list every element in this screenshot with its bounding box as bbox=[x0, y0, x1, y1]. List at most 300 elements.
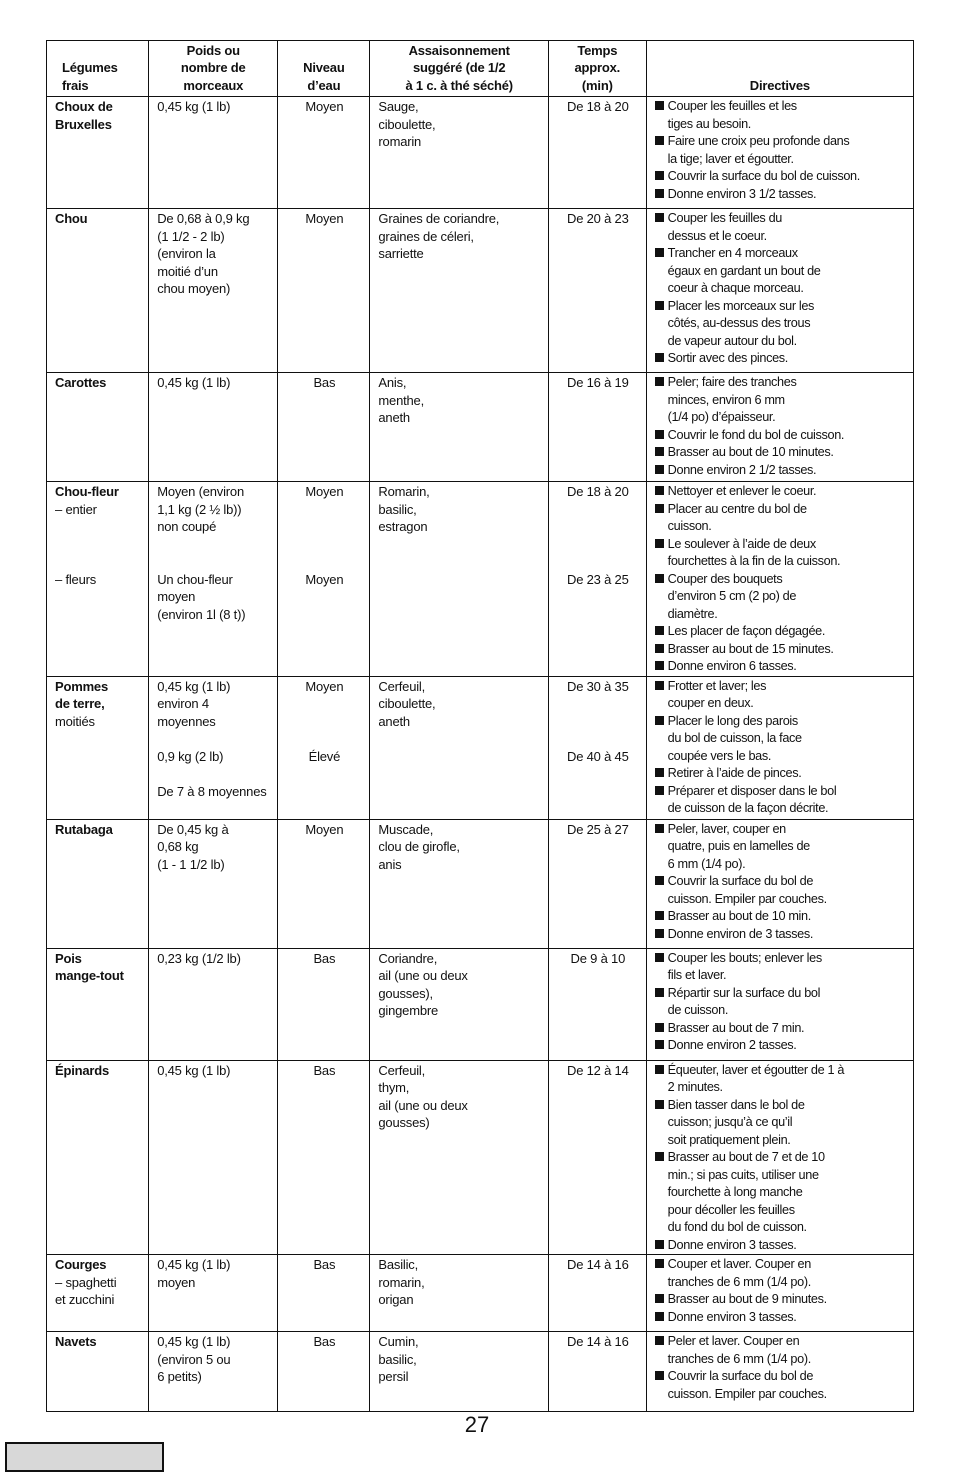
text-line: Moyen bbox=[305, 821, 344, 837]
text-line: – spaghetti bbox=[55, 1274, 117, 1290]
direction-first-line bbox=[655, 765, 906, 783]
bullet-square-icon bbox=[655, 911, 664, 920]
direction-text: cuisson. bbox=[667, 519, 712, 533]
bullet-square-icon bbox=[655, 626, 664, 635]
direction-text: fourchettes à la fin de la cuisson. bbox=[667, 554, 841, 568]
direction-text: Donne environ 2 1/2 tasses. bbox=[667, 462, 817, 477]
text-line: aneth bbox=[378, 410, 410, 425]
vegetable-detail bbox=[55, 713, 141, 731]
direction-text: cuisson. Empiler par couches. bbox=[667, 891, 827, 906]
text-line: Légumes bbox=[62, 60, 118, 76]
direction-first-line bbox=[655, 1368, 906, 1386]
text-line: 0,45 kg (1 lb) bbox=[157, 1257, 231, 1272]
direction-first-line bbox=[655, 298, 906, 316]
direction-first-line bbox=[655, 678, 906, 696]
text-line: Muscade, bbox=[378, 821, 434, 837]
weight-cell bbox=[149, 1060, 278, 1255]
text-line: (1 - 1 1/2 lb) bbox=[157, 856, 225, 872]
direction-text: Donne environ 2 tasses. bbox=[667, 1038, 797, 1052]
weight-cell bbox=[149, 676, 278, 819]
text-line: persil bbox=[378, 1369, 409, 1384]
vegetable-detail bbox=[55, 501, 141, 589]
direction-item bbox=[655, 1333, 906, 1368]
time-cell bbox=[548, 97, 646, 209]
direction-text: Brasser au bout de 10 min. bbox=[667, 909, 811, 923]
text-line: anis bbox=[378, 856, 402, 872]
direction-text: Trancher en 4 morceaux bbox=[667, 246, 798, 260]
text-line bbox=[157, 730, 270, 748]
text-line: Moyen bbox=[305, 211, 344, 226]
direction-text: quatre, puis en lamelles de bbox=[667, 839, 810, 853]
header-weight bbox=[149, 41, 278, 97]
weight-cell bbox=[149, 948, 278, 1060]
text-line bbox=[557, 536, 639, 554]
text-line: Romarin, bbox=[378, 484, 430, 499]
table-row bbox=[47, 1255, 914, 1332]
text-line: Moyen bbox=[305, 678, 344, 694]
direction-first-line bbox=[655, 1237, 906, 1255]
direction-text: Donne environ 3 1/2 tasses. bbox=[667, 186, 817, 201]
direction-first-line bbox=[655, 1333, 906, 1351]
text-line: De 14 à 16 bbox=[567, 1334, 629, 1349]
direction-item bbox=[655, 1062, 906, 1097]
text-line: ail (une ou deux bbox=[378, 968, 468, 983]
text-line: Épinards bbox=[55, 1062, 110, 1078]
text-line: sarriette bbox=[378, 246, 424, 261]
direction-text: soit pratiquement plein. bbox=[667, 1132, 791, 1147]
direction-item bbox=[655, 298, 906, 351]
vegetable-cell bbox=[47, 1255, 149, 1332]
footer-box bbox=[5, 1442, 164, 1472]
table-row bbox=[47, 819, 914, 948]
direction-item bbox=[655, 1020, 906, 1038]
bullet-square-icon bbox=[655, 716, 664, 725]
text-line: origan bbox=[378, 1292, 414, 1307]
text-line: Moyen bbox=[305, 484, 344, 499]
direction-text: Donne environ de 3 tasses. bbox=[667, 926, 814, 941]
direction-text: Donne environ 3 tasses. bbox=[667, 1309, 797, 1324]
direction-text: Placer les morceaux sur les bbox=[667, 298, 815, 313]
text-line: 0,45 kg (1 lb) bbox=[157, 678, 231, 694]
bullet-square-icon bbox=[655, 504, 664, 513]
direction-item bbox=[655, 1368, 906, 1403]
text-line: et zucchini bbox=[55, 1292, 115, 1307]
text-line: Bas bbox=[313, 375, 336, 390]
seasoning-cell bbox=[370, 1332, 549, 1412]
text-line: frais bbox=[62, 77, 89, 93]
directions-cell bbox=[646, 1060, 913, 1255]
direction-text: Peler; faire des tranches bbox=[667, 375, 797, 389]
table-row bbox=[47, 373, 914, 482]
direction-text: Préparer et disposer dans le bol bbox=[667, 783, 837, 798]
text-line: 0,9 kg (2 lb) bbox=[157, 748, 224, 764]
text-line: gousses) bbox=[378, 1115, 430, 1130]
direction-text: Couper les feuilles du bbox=[667, 211, 782, 225]
vegetable-cell bbox=[47, 819, 149, 948]
text-line bbox=[286, 695, 362, 713]
text-line: moyen bbox=[157, 589, 196, 604]
bullet-square-icon bbox=[655, 1259, 664, 1268]
text-line: (environ 5 ou bbox=[157, 1351, 231, 1367]
direction-text: Le soulever à l’aide de deux bbox=[667, 536, 816, 551]
bullet-square-icon bbox=[655, 929, 664, 938]
weight-cell bbox=[149, 1332, 278, 1412]
directions-cell bbox=[646, 97, 913, 209]
text-line: Élevé bbox=[308, 748, 341, 764]
text-line: Graines de coriandre, bbox=[378, 211, 500, 226]
bullet-square-icon bbox=[655, 377, 664, 386]
direction-item bbox=[655, 678, 906, 713]
directions-cell bbox=[646, 819, 913, 948]
vegetable-cell bbox=[47, 373, 149, 482]
direction-item bbox=[655, 444, 906, 462]
direction-item bbox=[655, 641, 906, 659]
direction-item bbox=[655, 168, 906, 186]
direction-text: Nettoyer et enlever le coeur. bbox=[667, 484, 817, 498]
direction-item bbox=[655, 245, 906, 298]
direction-text: Équeuter, laver et égoutter de 1 à bbox=[667, 1062, 845, 1077]
bullet-square-icon bbox=[655, 681, 664, 690]
direction-item bbox=[655, 427, 906, 445]
text-line: Directives bbox=[749, 77, 810, 93]
text-line: De 40 à 45 bbox=[567, 748, 629, 764]
direction-item bbox=[655, 186, 906, 204]
text-line: estragon bbox=[378, 519, 428, 534]
text-line bbox=[557, 730, 639, 748]
text-line: Poids ou bbox=[186, 43, 240, 59]
direction-item bbox=[655, 1097, 906, 1150]
direction-text: Brasser au bout de 9 minutes. bbox=[667, 1292, 827, 1306]
bullet-square-icon bbox=[655, 447, 664, 456]
water-level-cell bbox=[278, 1255, 370, 1332]
time-cell bbox=[548, 482, 646, 677]
direction-first-line bbox=[655, 1037, 906, 1055]
direction-item bbox=[655, 350, 906, 368]
table-row bbox=[47, 1060, 914, 1255]
text-line bbox=[157, 536, 270, 554]
direction-text: Brasser au bout de 7 min. bbox=[667, 1020, 805, 1035]
text-line: morceaux bbox=[183, 77, 244, 93]
weight-cell bbox=[149, 373, 278, 482]
direction-item bbox=[655, 483, 906, 501]
table-row bbox=[47, 676, 914, 819]
direction-text: du fond du bol de cuisson. bbox=[667, 1220, 807, 1234]
bullet-square-icon bbox=[655, 1023, 664, 1032]
direction-first-line bbox=[655, 210, 906, 228]
text-line bbox=[157, 765, 270, 783]
bullet-square-icon bbox=[655, 189, 664, 198]
bullet-square-icon bbox=[655, 353, 664, 362]
text-line: (environ la bbox=[157, 246, 216, 261]
time-cell bbox=[548, 819, 646, 948]
seasoning-cell bbox=[370, 819, 549, 948]
direction-text: coeur à chaque morceau. bbox=[667, 281, 804, 295]
direction-first-line bbox=[655, 1149, 906, 1167]
direction-item bbox=[655, 1149, 906, 1237]
direction-first-line bbox=[655, 427, 906, 445]
direction-text: Brasser au bout de 7 et de 10 bbox=[667, 1150, 825, 1164]
direction-text: Bien tasser dans le bol de bbox=[667, 1097, 805, 1112]
bullet-square-icon bbox=[655, 953, 664, 962]
water-level-cell bbox=[278, 676, 370, 819]
text-line: romarin, bbox=[378, 1274, 425, 1290]
weight-cell bbox=[149, 482, 278, 677]
header-time bbox=[548, 41, 646, 97]
vegetable-detail bbox=[55, 1274, 141, 1309]
direction-text: 2 minutes. bbox=[667, 1080, 723, 1094]
water-level-cell bbox=[278, 1332, 370, 1412]
text-line: basilic, bbox=[378, 1351, 417, 1367]
water-level-cell bbox=[278, 209, 370, 373]
table-header-row bbox=[47, 41, 914, 97]
direction-text: Placer au centre du bol de bbox=[667, 501, 807, 516]
direction-item bbox=[655, 1309, 906, 1327]
direction-text: Couvrir le fond du bol de cuisson. bbox=[667, 427, 845, 442]
text-line: (min) bbox=[581, 77, 613, 93]
text-line: menthe, bbox=[378, 392, 424, 408]
direction-item bbox=[655, 658, 906, 676]
text-line: – fleurs bbox=[55, 571, 97, 587]
text-line: thym, bbox=[378, 1080, 410, 1095]
text-line: De 23 à 25 bbox=[567, 571, 629, 587]
bullet-square-icon bbox=[655, 1240, 664, 1249]
text-line: De 30 à 35 bbox=[567, 678, 629, 694]
text-line bbox=[286, 536, 362, 554]
direction-text: minces, environ 6 mm bbox=[667, 392, 785, 407]
direction-first-line bbox=[655, 444, 906, 462]
direction-text: tiges au besoin. bbox=[667, 116, 751, 131]
bullet-square-icon bbox=[655, 430, 664, 439]
vegetable-cell bbox=[47, 948, 149, 1060]
direction-text: Couper les bouts; enlever les bbox=[667, 950, 822, 965]
direction-item bbox=[655, 374, 906, 427]
text-line: ail (une ou deux bbox=[378, 1097, 468, 1113]
direction-text: coupée vers le bas. bbox=[667, 748, 772, 763]
text-line: Carottes bbox=[55, 375, 107, 390]
direction-first-line bbox=[655, 713, 906, 731]
direction-item bbox=[655, 908, 906, 926]
direction-item bbox=[655, 950, 906, 985]
header-seasoning bbox=[370, 41, 549, 97]
text-line: Chou-fleur bbox=[55, 484, 119, 499]
direction-text: Peler, laver, couper en bbox=[667, 821, 786, 836]
directions-cell bbox=[646, 482, 913, 677]
text-line: romarin bbox=[378, 134, 422, 149]
text-line: non coupé bbox=[157, 519, 217, 534]
direction-item bbox=[655, 873, 906, 908]
direction-first-line bbox=[655, 483, 906, 501]
text-line: Courges bbox=[55, 1257, 107, 1272]
text-line: De 20 à 23 bbox=[567, 211, 629, 226]
seasoning-cell bbox=[370, 676, 549, 819]
text-line bbox=[55, 518, 141, 536]
time-cell bbox=[548, 1060, 646, 1255]
text-line: De 12 à 14 bbox=[567, 1062, 629, 1078]
text-line: Cerfeuil, bbox=[378, 1062, 426, 1078]
text-line bbox=[557, 695, 639, 713]
text-line: De 0,68 à 0,9 kg bbox=[157, 211, 250, 226]
direction-first-line bbox=[655, 245, 906, 263]
direction-first-line bbox=[655, 1256, 906, 1274]
text-line: ciboulette, bbox=[378, 116, 436, 132]
text-line: Chou bbox=[55, 211, 88, 226]
text-line bbox=[286, 553, 362, 571]
bullet-square-icon bbox=[655, 824, 664, 833]
bullet-square-icon bbox=[655, 539, 664, 548]
text-line: Temps bbox=[577, 43, 618, 59]
time-cell bbox=[548, 948, 646, 1060]
bullet-square-icon bbox=[655, 786, 664, 795]
text-line bbox=[286, 730, 362, 748]
water-level-cell bbox=[278, 482, 370, 677]
bullet-square-icon bbox=[655, 465, 664, 474]
bullet-square-icon bbox=[655, 171, 664, 180]
direction-text: Couper des bouquets bbox=[667, 571, 783, 586]
direction-first-line bbox=[655, 1020, 906, 1038]
direction-item bbox=[655, 985, 906, 1020]
text-line: clou de girofle, bbox=[378, 839, 460, 854]
direction-item bbox=[655, 210, 906, 245]
text-line: Pommes bbox=[55, 678, 108, 694]
direction-item bbox=[655, 821, 906, 874]
direction-text: Faire une croix peu profonde dans bbox=[667, 134, 850, 148]
direction-text: de cuisson. bbox=[667, 1003, 729, 1017]
direction-item bbox=[655, 1256, 906, 1291]
direction-text: Couper et laver. Couper en bbox=[667, 1257, 811, 1271]
bullet-square-icon bbox=[655, 768, 664, 777]
vegetable-cell bbox=[47, 209, 149, 373]
direction-text: tranches de 6 mm (1/4 po). bbox=[667, 1351, 811, 1366]
direction-text: couper en deux. bbox=[667, 696, 754, 710]
direction-first-line bbox=[655, 374, 906, 392]
text-line: Assaisonnement bbox=[408, 43, 510, 59]
direction-first-line bbox=[655, 571, 906, 589]
direction-text: Couvrir la surface du bol de bbox=[667, 874, 814, 888]
direction-first-line bbox=[655, 1309, 906, 1327]
direction-first-line bbox=[655, 133, 906, 151]
text-line: environ 4 bbox=[157, 696, 209, 711]
text-line bbox=[55, 553, 141, 571]
direction-item bbox=[655, 1291, 906, 1309]
header-directions bbox=[646, 41, 913, 97]
text-line: gingembre bbox=[378, 1003, 439, 1018]
direction-first-line bbox=[655, 186, 906, 204]
bullet-square-icon bbox=[655, 101, 664, 110]
direction-text: la tige; laver et égoutter. bbox=[667, 151, 794, 166]
text-line: Cumin, bbox=[378, 1334, 419, 1349]
direction-item bbox=[655, 1237, 906, 1255]
direction-text: Brasser au bout de 10 minutes. bbox=[667, 445, 834, 459]
directions-cell bbox=[646, 209, 913, 373]
direction-text: Placer le long des parois bbox=[667, 713, 798, 728]
direction-item bbox=[655, 571, 906, 624]
text-line: De 18 à 20 bbox=[567, 484, 629, 499]
text-line bbox=[557, 501, 639, 519]
text-line: Bas bbox=[313, 1257, 336, 1272]
direction-first-line bbox=[655, 641, 906, 659]
time-cell bbox=[548, 676, 646, 819]
text-line bbox=[55, 536, 141, 554]
vegetable-cell bbox=[47, 97, 149, 209]
directions-cell bbox=[646, 676, 913, 819]
text-line: Bas bbox=[313, 1062, 336, 1078]
direction-item bbox=[655, 926, 906, 944]
bullet-square-icon bbox=[655, 988, 664, 997]
directions-cell bbox=[646, 373, 913, 482]
text-line: 0,45 kg (1 lb) bbox=[157, 1062, 231, 1078]
table-row bbox=[47, 948, 914, 1060]
table-row bbox=[47, 209, 914, 373]
table-row bbox=[47, 482, 914, 677]
text-line: Un chou-fleur bbox=[157, 571, 233, 587]
text-line: 0,68 kg bbox=[157, 839, 199, 854]
text-line bbox=[557, 518, 639, 536]
water-level-cell bbox=[278, 819, 370, 948]
text-line: Bas bbox=[313, 1334, 336, 1349]
time-cell bbox=[548, 373, 646, 482]
direction-item bbox=[655, 462, 906, 480]
direction-first-line bbox=[655, 168, 906, 186]
text-line: 0,45 kg (1 lb) bbox=[157, 1334, 231, 1349]
text-line: De 18 à 20 bbox=[567, 99, 629, 114]
text-line: 0,45 kg (1 lb) bbox=[157, 375, 231, 390]
bullet-square-icon bbox=[655, 1336, 664, 1345]
direction-text: pour décoller les feuilles bbox=[667, 1202, 795, 1217]
direction-first-line bbox=[655, 98, 906, 116]
water-level-cell bbox=[278, 948, 370, 1060]
direction-item bbox=[655, 783, 906, 818]
text-line: De 0,45 kg à bbox=[157, 821, 229, 837]
text-line: Moyen bbox=[305, 571, 344, 587]
direction-text: Peler et laver. Couper en bbox=[667, 1334, 800, 1348]
direction-item bbox=[655, 133, 906, 168]
text-line: nombre de bbox=[180, 60, 246, 76]
text-line: De 9 à 10 bbox=[570, 950, 626, 966]
direction-item bbox=[655, 1037, 906, 1055]
bullet-square-icon bbox=[655, 213, 664, 222]
direction-text: Brasser au bout de 15 minutes. bbox=[667, 641, 834, 656]
direction-text: 6 mm (1/4 po). bbox=[667, 856, 746, 871]
direction-text: Couvrir la surface du bol de cuisson. bbox=[667, 169, 860, 183]
direction-text: (1/4 po) d’épaisseur. bbox=[667, 410, 776, 424]
table-row bbox=[47, 97, 914, 209]
text-line: Coriandre, bbox=[378, 950, 438, 966]
time-cell bbox=[548, 1255, 646, 1332]
direction-item bbox=[655, 536, 906, 571]
seasoning-cell bbox=[370, 373, 549, 482]
text-line: 1,1 kg (2 ½ lb)) bbox=[157, 501, 242, 517]
text-line bbox=[286, 713, 362, 731]
bullet-square-icon bbox=[655, 248, 664, 257]
direction-first-line bbox=[655, 821, 906, 839]
text-line: – entier bbox=[55, 501, 97, 517]
header-vegetable bbox=[47, 41, 149, 97]
text-line: 0,23 kg (1/2 lb) bbox=[157, 950, 241, 966]
direction-text: fils et laver. bbox=[667, 968, 727, 982]
text-line: Moyen bbox=[305, 99, 344, 114]
bullet-square-icon bbox=[655, 574, 664, 583]
bullet-square-icon bbox=[655, 644, 664, 653]
directions-cell bbox=[646, 1332, 913, 1412]
direction-item bbox=[655, 98, 906, 133]
text-line: chou moyen) bbox=[157, 281, 231, 296]
direction-first-line bbox=[655, 1097, 906, 1115]
seasoning-cell bbox=[370, 1255, 549, 1332]
text-line: 0,45 kg (1 lb) bbox=[157, 99, 231, 114]
text-line: de terre, bbox=[55, 696, 105, 711]
bullet-square-icon bbox=[655, 1294, 664, 1303]
bullet-square-icon bbox=[655, 1100, 664, 1109]
